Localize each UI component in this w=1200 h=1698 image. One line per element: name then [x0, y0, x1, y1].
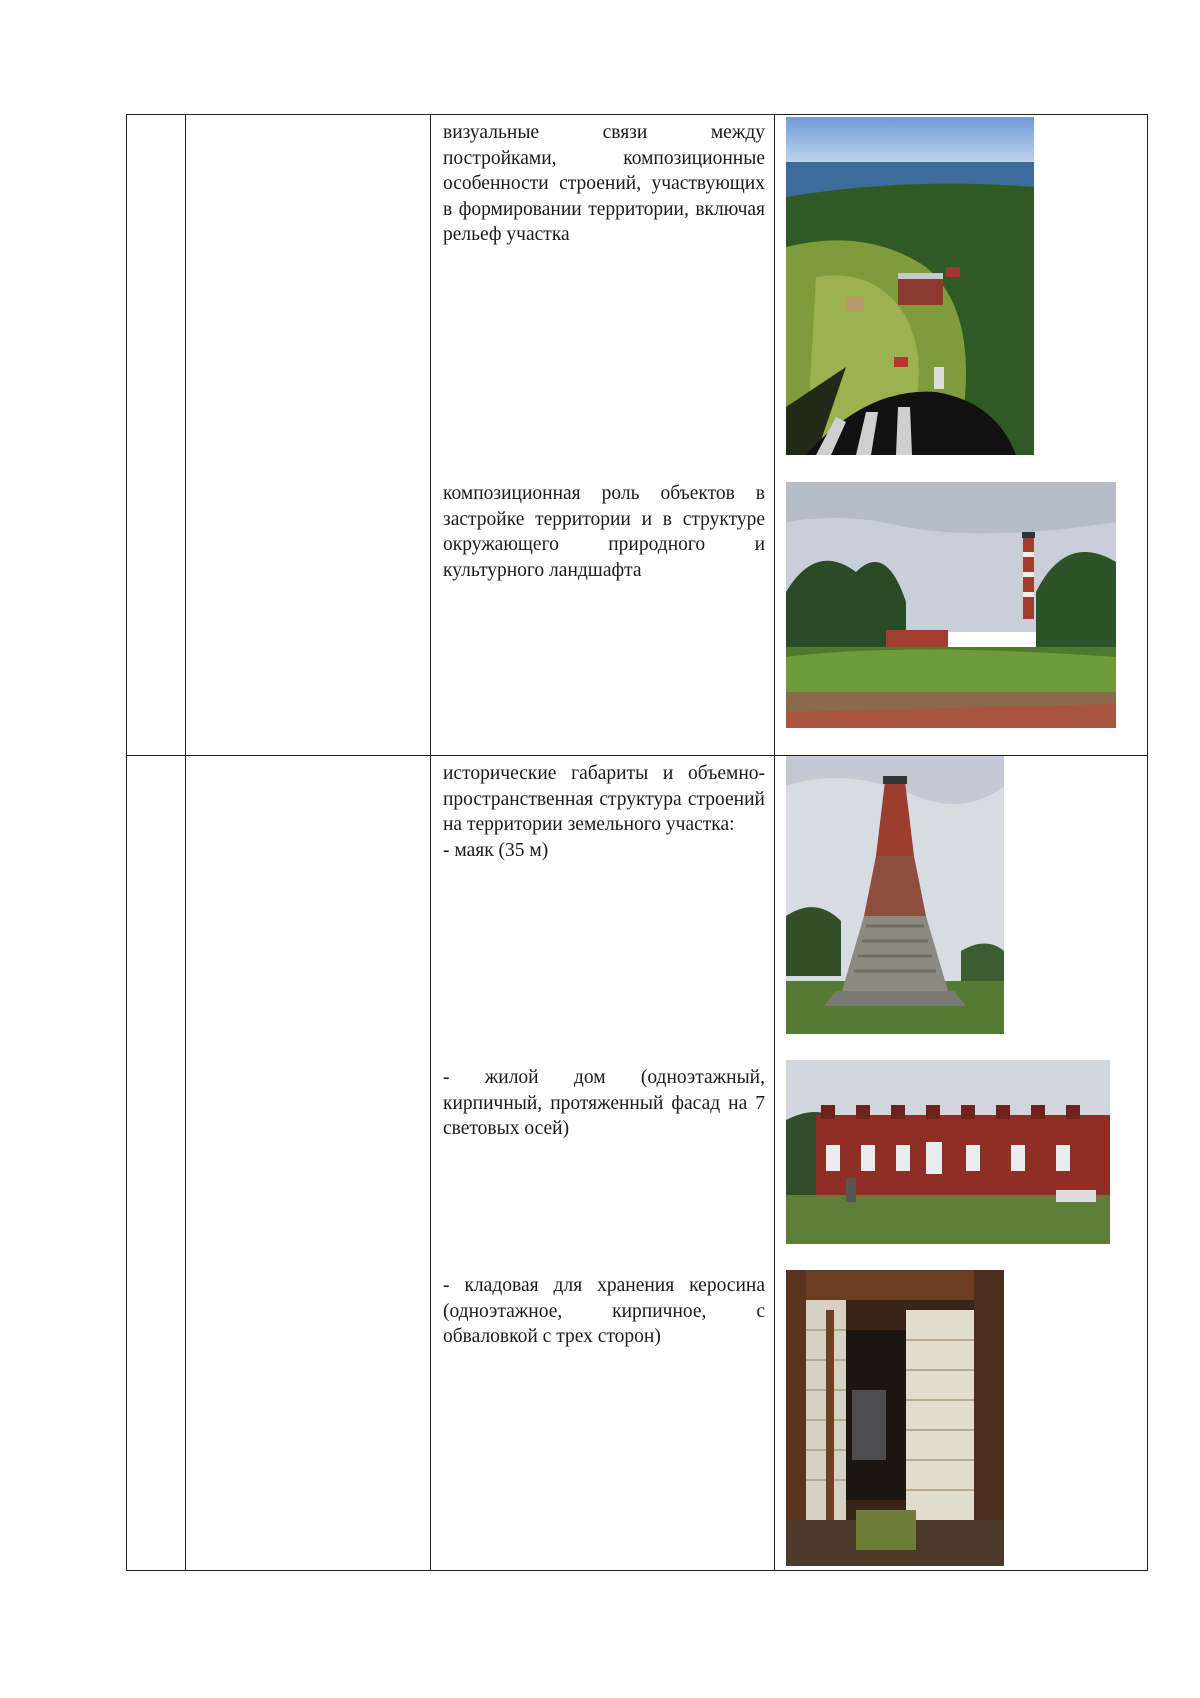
brick-house-photo [786, 1060, 1110, 1244]
cell-text-residential-house: - жилой дом (одноэтажный, кирпичный, протяженный фасад на 7 световых осей) [443, 1067, 765, 1139]
lighthouse-landscape-photo [786, 482, 1116, 728]
cell-text-kerosene-storage: - кладовая для хранения керосина (одноэтажное, кирпичное, с обваловкой с трех сторон) [443, 1275, 765, 1347]
cell-text-visual-links: визуальные связи между постройками, композиционные особенности строений, участвующих в формировании территории, включая рельеф участка [443, 122, 765, 245]
column-divider-number [185, 115, 186, 1570]
cell-text-historic-dimensions: исторические габариты и объемно-пространственная структура строений на территории земельного участка: - маяк (35 м) [443, 763, 765, 861]
column-divider-description [774, 115, 775, 1570]
column-divider-name [430, 115, 431, 1570]
storage-interior-photo [786, 1270, 1004, 1566]
lighthouse-tower-photo [786, 756, 1004, 1034]
aerial-view-photo [786, 117, 1034, 455]
cell-text-compositional-role: композиционная роль объектов в застройке территории и в структуре окружающего природного и культурного ландшафта [443, 483, 765, 581]
